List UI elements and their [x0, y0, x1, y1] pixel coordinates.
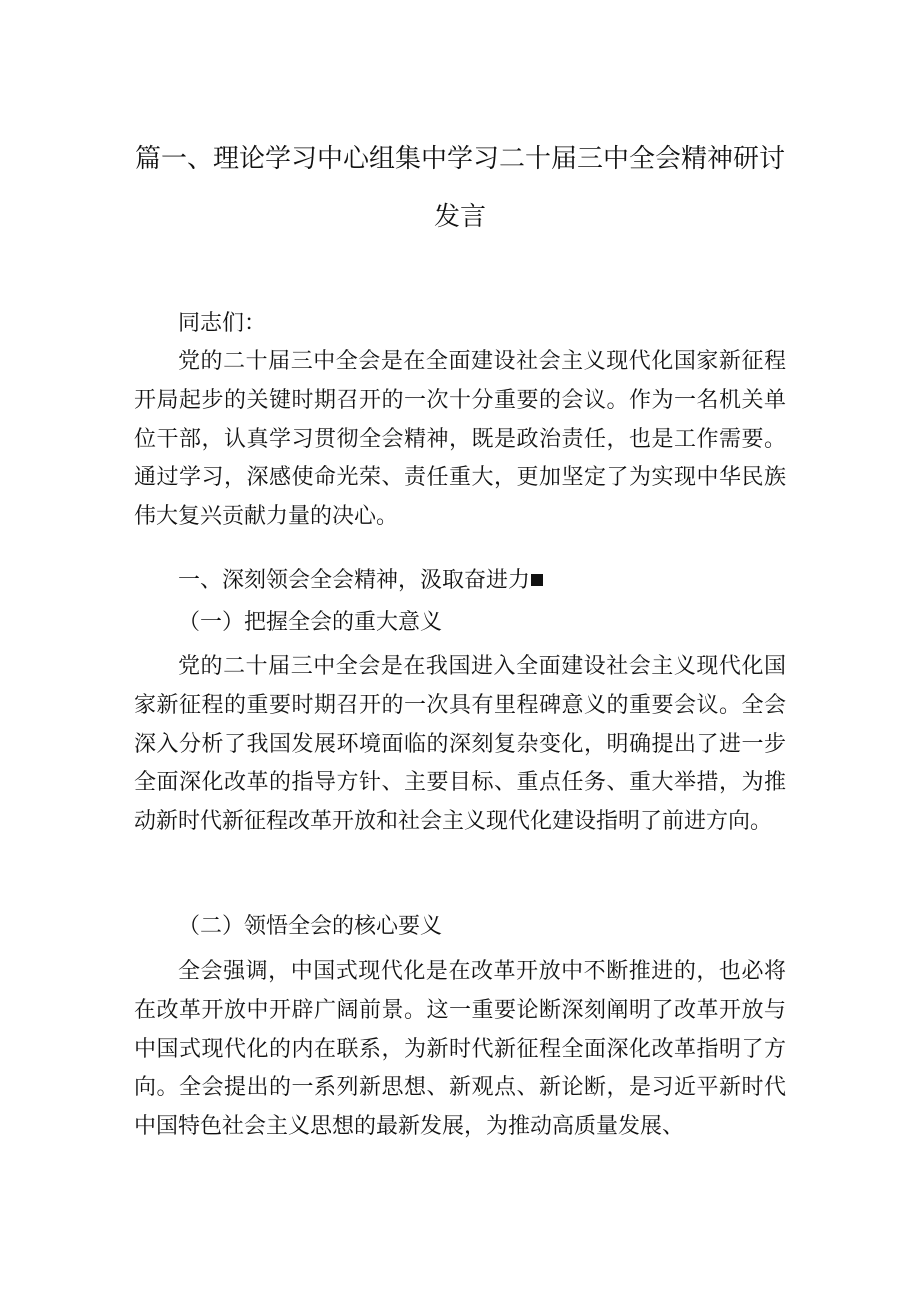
subsection-1-paragraph-block — [134, 648, 786, 842]
subsection-2-heading: （二）领悟全会的核心要义 — [178, 914, 443, 939]
section-1-heading-text: 一、深刻领会全会精神，汲取奋进力 — [178, 568, 531, 593]
subsection-2-paragraph: 全会强调，中国式现代化是在改革开放中不断推进的，也必将在改革开放中开辟广阔前景。这一重要论断深刻阐明了改革开放与中国式现代化的内在联系，为新时代新征程全面深化改革指明了方向。全会提出的一系列新思想、新观点、新论断，是习近平新时代中国特色社会主义思想的最新发展，为推动高质量发展、 — [134, 959, 786, 1140]
subsection-1-heading: （一）把握全会的重大意义 — [178, 610, 443, 635]
document-title-line-1: 篇一、理论学习中心组集中学习二十届三中全会精神研讨 — [134, 144, 785, 174]
intro-paragraph-block — [134, 343, 786, 537]
subsection-1-paragraph: 党的二十届三中全会是在我国进入全面建设社会主义现代化国家新征程的重要时期召开的一次具有里程碑意义的重要会议。全会深入分析了我国发展环境面临的深刻复杂变化，明确提出了进一步全面深化改革的指导方针、主要目标、重点任务、重大举措，为推动新时代新征程改革开放和社会主义现代化建设指明了前进方向。 — [134, 654, 786, 835]
subsection-2-paragraph-block — [134, 953, 786, 1147]
section-1-heading — [178, 562, 543, 600]
intro-paragraph: 党的二十届三中全会是在全面建设社会主义现代化国家新征程开局起步的关键时期召开的一次十分重要的会议。作为一名机关单位干部，认真学习贯彻全会精神，既是政治责任，也是工作需要。通过学习，深感使命光荣、责任重大，更加坚定了为实现中华民族伟大复兴贡献力量的决心。 — [134, 349, 786, 530]
square-bullet-icon — [531, 574, 543, 586]
document-title-line-2: 发言 — [433, 202, 486, 232]
greeting: 同志们： — [178, 311, 267, 336]
